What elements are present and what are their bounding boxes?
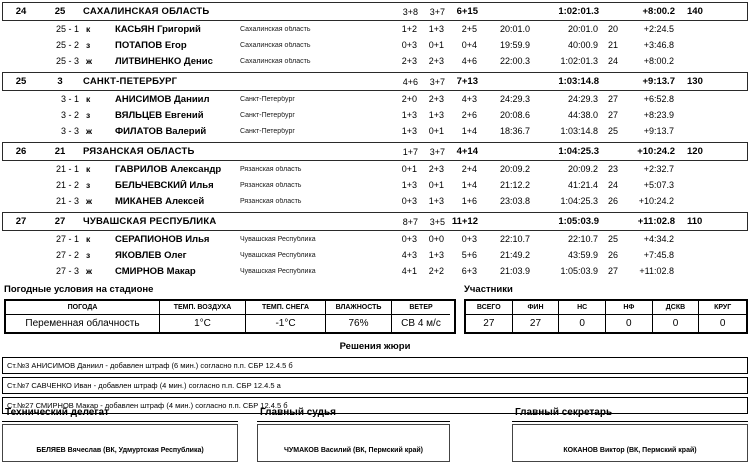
member-leg-letter: к <box>86 94 91 104</box>
signature-technical-delegate <box>2 406 238 462</box>
participants-value: 0 <box>719 318 726 329</box>
team-shooting-prone: 8+7 <box>402 216 418 227</box>
member-shooting-standing: 1+3 <box>428 24 444 34</box>
member-shooting-total: 0+4 <box>461 40 477 50</box>
member-shooting-prone: 0+3 <box>401 196 417 206</box>
team-total-time: 1:04:25.3 <box>558 146 599 157</box>
member-shooting-standing: 1+3 <box>428 196 444 206</box>
signature-name: КОКАНОВ Виктор (ВК, Пермский край) <box>563 447 697 454</box>
member-name: ЛИТВИНЕНКО Денис <box>115 55 213 67</box>
member-shooting-total: 1+4 <box>461 126 477 136</box>
member-name: ГАВРИЛОВ Александр <box>115 163 222 175</box>
team-row <box>2 2 748 21</box>
team-behind: +10:24.2 <box>637 146 675 157</box>
member-cumulative-time: 22:10.7 <box>567 234 598 244</box>
member-shooting-prone: 4+1 <box>401 266 417 276</box>
member-leg-letter: ж <box>86 56 93 66</box>
weather-value: -1°C <box>246 315 326 332</box>
member-region: Чувашская Республика <box>240 251 316 259</box>
member-rank: 23 <box>607 164 618 174</box>
member-shooting-total: 4+6 <box>461 56 477 66</box>
member-leg-letter: з <box>86 40 91 50</box>
member-behind: +11:02.8 <box>639 266 674 276</box>
weather-col-header: ВЕТЕР <box>392 301 450 315</box>
weather-col-header: ВЛАЖНОСТЬ <box>326 301 392 315</box>
member-rank: 20 <box>607 24 618 34</box>
member-region: Рязанская область <box>240 197 302 205</box>
member-row <box>2 193 748 209</box>
member-leg-time: 20:09.2 <box>499 164 530 174</box>
team-behind: +8:00.2 <box>642 6 675 17</box>
jury-title: Решения жюри <box>339 341 411 352</box>
member-bib-leg: 25 - 3 <box>55 56 79 66</box>
team-bib: 25 <box>54 6 66 17</box>
jury-decision: Ст.№3 АНИСИМОВ Даниил - добавлен штраф (6 мин.) согласно п.п. СБР 12.4.5 б <box>2 357 748 374</box>
member-rank: 27 <box>607 266 618 276</box>
team-name: ЧУВАШСКАЯ РЕСПУБЛИКА <box>83 216 217 227</box>
member-cumulative-time: 1:04:25.3 <box>560 196 598 206</box>
member-row <box>2 37 748 53</box>
member-bib-leg: 25 - 2 <box>55 40 79 50</box>
member-row <box>2 91 748 107</box>
member-behind: +9:13.7 <box>643 126 674 136</box>
member-shooting-total: 1+4 <box>461 180 477 190</box>
participants-col-header: НС <box>559 301 606 315</box>
member-leg-time: 19:59.9 <box>499 40 530 50</box>
member-shooting-prone: 1+3 <box>401 126 417 136</box>
participants-col-header: НФ <box>606 301 653 315</box>
signature-box <box>257 424 450 462</box>
team-shooting-total: 11+12 <box>451 216 478 227</box>
member-name: МИКАНЕВ Алексей <box>115 195 205 207</box>
member-behind: +3:46.8 <box>643 40 674 50</box>
member-behind: +2:24.5 <box>643 24 674 34</box>
member-behind: +8:23.9 <box>643 110 674 120</box>
member-shooting-standing: 0+1 <box>428 180 444 190</box>
weather-col-header: ПОГОДА <box>6 301 160 315</box>
member-behind: +5:07.3 <box>643 180 674 190</box>
member-cumulative-time: 1:02:01.3 <box>560 56 598 66</box>
team-block <box>2 212 748 279</box>
member-region: Сахалинская область <box>240 41 311 49</box>
member-name: СЕРАПИОНОВ Илья <box>115 233 210 245</box>
member-leg-time: 22:00.3 <box>499 56 530 66</box>
member-leg-time: 18:36.7 <box>499 126 530 136</box>
member-shooting-standing: 0+1 <box>428 40 444 50</box>
member-shooting-standing: 1+3 <box>428 110 444 120</box>
member-row <box>2 231 748 247</box>
member-behind: +2:32.7 <box>643 164 674 174</box>
signature-chief-secretary <box>512 406 748 462</box>
member-leg-time: 21:12.2 <box>499 180 530 190</box>
signature-title: Главный секретарь <box>512 406 748 422</box>
member-row <box>2 123 748 139</box>
participants-col-header: ВСЕГО <box>466 301 513 315</box>
participants-col-header: ФИН <box>513 301 560 315</box>
member-shooting-standing: 2+3 <box>428 56 444 66</box>
jury-section <box>2 341 748 414</box>
member-row <box>2 53 748 69</box>
results-table <box>2 2 748 279</box>
team-rank: 27 <box>15 216 27 227</box>
member-row <box>2 263 748 279</box>
member-cumulative-time: 24:29.3 <box>567 94 598 104</box>
team-row <box>2 142 748 161</box>
team-shooting-standing: 3+7 <box>429 6 445 17</box>
participants-title: Участники <box>464 284 513 295</box>
signatures-section <box>2 406 748 462</box>
participants-value: 27 <box>466 315 513 332</box>
team-total-time: 1:02:01.3 <box>558 6 599 17</box>
member-shooting-standing: 1+3 <box>428 250 444 260</box>
member-bib-leg: 3 - 2 <box>60 110 79 120</box>
member-behind: +8:00.2 <box>643 56 674 66</box>
team-shooting-total: 4+14 <box>456 146 478 157</box>
team-name: САНКТ-ПЕТЕРБУРГ <box>83 76 178 87</box>
team-shooting-prone: 1+7 <box>402 146 418 157</box>
member-region: Рязанская область <box>240 165 302 173</box>
participants-value: 0 <box>606 315 653 332</box>
member-leg-letter: к <box>86 164 91 174</box>
member-cumulative-time: 41:21.4 <box>567 180 598 190</box>
member-behind: +10:24.2 <box>638 196 674 206</box>
member-bib-leg: 3 - 3 <box>60 126 79 136</box>
member-name: ВЯЛЬЦЕВ Евгений <box>115 109 204 121</box>
team-rank: 25 <box>15 76 27 87</box>
signature-title: Главный судья <box>257 406 450 422</box>
team-shooting-prone: 3+8 <box>402 6 418 17</box>
member-shooting-total: 2+4 <box>461 164 477 174</box>
signature-name: ЧУМАКОВ Василий (ВК, Пермский край) <box>283 447 423 454</box>
participants-value: 27 <box>513 315 560 332</box>
member-cumulative-time: 20:01.0 <box>567 24 598 34</box>
team-block <box>2 2 748 69</box>
member-row <box>2 161 748 177</box>
team-score: 140 <box>687 6 703 17</box>
member-rank: 24 <box>607 56 618 66</box>
team-shooting-standing: 3+7 <box>429 76 445 87</box>
team-shooting-total: 7+13 <box>456 76 478 87</box>
team-bib: 21 <box>54 146 66 157</box>
member-behind: +7:45.8 <box>643 250 674 260</box>
team-score: 130 <box>687 76 703 87</box>
member-leg-time: 22:10.7 <box>499 234 530 244</box>
member-leg-time: 23:03.8 <box>499 196 530 206</box>
participants-col-header: КРУГ <box>699 301 746 315</box>
member-bib-leg: 21 - 1 <box>55 164 79 174</box>
team-bib: 3 <box>57 76 63 87</box>
team-shooting-prone: 4+6 <box>402 76 418 87</box>
member-shooting-prone: 2+0 <box>401 94 417 104</box>
team-name: РЯЗАНСКАЯ ОБЛАСТЬ <box>83 146 195 157</box>
member-row <box>2 21 748 37</box>
member-shooting-prone: 1+3 <box>401 180 417 190</box>
member-cumulative-time: 20:09.2 <box>567 164 598 174</box>
member-shooting-prone: 0+3 <box>401 40 417 50</box>
member-name: ФИЛАТОВ Валерий <box>115 125 207 137</box>
participants-value: 0 <box>653 315 700 332</box>
member-shooting-total: 0+3 <box>461 234 477 244</box>
weather-col-header: ТЕМП. СНЕГА <box>246 301 326 315</box>
member-leg-letter: ж <box>86 266 93 276</box>
member-region: Сахалинская область <box>240 25 311 33</box>
member-bib-leg: 27 - 3 <box>55 266 79 276</box>
member-shooting-prone: 1+3 <box>401 110 417 120</box>
member-leg-time: 21:03.9 <box>499 266 530 276</box>
jury-decision: Ст.№7 САВЧЕНКО Иван - добавлен штраф (4 мин.) согласно п.п. СБР 12.4.5 а <box>2 377 748 394</box>
signature-title: Технический делегат <box>2 406 238 422</box>
member-bib-leg: 3 - 1 <box>60 94 79 104</box>
member-shooting-prone: 2+3 <box>401 56 417 66</box>
member-leg-letter: ж <box>86 126 93 136</box>
member-cumulative-time: 1:03:14.8 <box>560 126 598 136</box>
member-name: БЕЛЬЧЕВСКИЙ Илья <box>115 179 214 191</box>
member-region: Санкт-Петербург <box>240 111 295 119</box>
weather-col-header: ТЕМП. ВОЗДУХА <box>160 301 246 315</box>
team-behind: +11:02.8 <box>637 216 675 227</box>
member-rank: 24 <box>607 180 618 190</box>
member-shooting-standing: 0+1 <box>428 126 444 136</box>
weather-section <box>4 284 456 334</box>
member-rank: 26 <box>607 196 618 206</box>
weather-table <box>4 299 456 334</box>
member-behind: +4:34.2 <box>643 234 674 244</box>
member-region: Сахалинская область <box>240 57 311 65</box>
signature-box <box>2 424 238 462</box>
member-shooting-total: 2+6 <box>461 110 477 120</box>
member-rank: 26 <box>607 250 618 260</box>
member-cumulative-time: 44:38.0 <box>567 110 598 120</box>
signature-box <box>512 424 748 462</box>
team-row <box>2 72 748 91</box>
member-name: АНИСИМОВ Даниил <box>115 93 210 105</box>
member-shooting-prone: 0+1 <box>401 164 417 174</box>
member-leg-letter: з <box>86 180 91 190</box>
team-row <box>2 212 748 231</box>
member-rank: 25 <box>607 126 618 136</box>
member-shooting-prone: 0+3 <box>401 234 417 244</box>
member-rank: 27 <box>607 110 618 120</box>
member-shooting-prone: 1+2 <box>401 24 417 34</box>
member-shooting-standing: 0+0 <box>428 234 444 244</box>
participants-table <box>464 299 748 334</box>
member-region: Санкт-Петербург <box>240 127 295 135</box>
team-block <box>2 72 748 139</box>
member-cumulative-time: 43:59.9 <box>567 250 598 260</box>
member-leg-letter: з <box>86 250 91 260</box>
member-cumulative-time: 1:05:03.9 <box>560 266 598 276</box>
signature-chief-judge <box>257 406 450 462</box>
participants-value: 0 <box>559 315 606 332</box>
team-shooting-standing: 3+5 <box>429 216 445 227</box>
weather-title: Погодные условия на стадионе <box>4 284 154 295</box>
member-leg-time: 20:08.6 <box>499 110 530 120</box>
team-score: 120 <box>687 146 703 157</box>
member-shooting-total: 1+6 <box>461 196 477 206</box>
member-leg-letter: к <box>86 234 91 244</box>
participants-section <box>464 284 748 334</box>
member-name: КАСЬЯН Григорий <box>115 23 201 35</box>
member-row <box>2 107 748 123</box>
member-rank: 21 <box>607 40 618 50</box>
member-shooting-standing: 2+2 <box>428 266 444 276</box>
member-bib-leg: 21 - 2 <box>55 180 79 190</box>
member-leg-time: 24:29.3 <box>499 94 530 104</box>
member-shooting-standing: 2+3 <box>428 94 444 104</box>
member-shooting-total: 4+3 <box>461 94 477 104</box>
member-leg-time: 20:01.0 <box>499 24 530 34</box>
team-shooting-standing: 3+7 <box>429 146 445 157</box>
member-region: Рязанская область <box>240 181 302 189</box>
weather-value: 76% <box>326 315 392 332</box>
member-name: ПОТАПОВ Егор <box>115 39 187 51</box>
member-bib-leg: 21 - 3 <box>55 196 79 206</box>
member-region: Чувашская Республика <box>240 235 316 243</box>
member-behind: +6:52.8 <box>643 94 674 104</box>
member-rank: 25 <box>607 234 618 244</box>
member-leg-letter: з <box>86 110 91 120</box>
member-rank: 27 <box>607 94 618 104</box>
member-name: ЯКОВЛЕВ Олег <box>115 249 187 261</box>
member-bib-leg: 25 - 1 <box>55 24 79 34</box>
member-shooting-total: 6+3 <box>461 266 477 276</box>
member-name: СМИРНОВ Макар <box>115 265 196 277</box>
member-shooting-total: 5+6 <box>461 250 477 260</box>
member-region: Санкт-Петербург <box>240 95 295 103</box>
team-total-time: 1:03:14.8 <box>558 76 599 87</box>
member-row <box>2 247 748 263</box>
signature-name: БЕЛЯЕВ Вячеслав (ВК, Удмуртская Республика) <box>36 447 204 454</box>
weather-value: Переменная облачность <box>6 315 160 332</box>
team-behind: +9:13.7 <box>642 76 675 87</box>
team-score: 110 <box>687 216 703 227</box>
member-leg-letter: ж <box>86 196 93 206</box>
member-bib-leg: 27 - 1 <box>55 234 79 244</box>
member-shooting-standing: 2+3 <box>428 164 444 174</box>
jury-decision: Ст.№27 СМИРНОВ Макар - добавлен штраф (4 мин.) согласно п.п. СБР 12.4.5 б <box>2 397 748 414</box>
member-cumulative-time: 40:00.9 <box>567 40 598 50</box>
team-rank: 26 <box>15 146 27 157</box>
member-shooting-total: 2+5 <box>461 24 477 34</box>
team-name: САХАЛИНСКАЯ ОБЛАСТЬ <box>83 6 210 17</box>
member-bib-leg: 27 - 2 <box>55 250 79 260</box>
member-shooting-prone: 4+3 <box>401 250 417 260</box>
participants-col-header: ДСКВ <box>653 301 700 315</box>
weather-value: СВ 4 м/с <box>401 318 441 329</box>
member-leg-letter: к <box>86 24 91 34</box>
member-row <box>2 177 748 193</box>
team-rank: 24 <box>15 6 27 17</box>
team-total-time: 1:05:03.9 <box>558 216 599 227</box>
team-shooting-total: 6+15 <box>456 6 478 17</box>
member-region: Чувашская Республика <box>240 267 316 275</box>
weather-value: 1°C <box>160 315 246 332</box>
team-block <box>2 142 748 209</box>
member-leg-time: 21:49.2 <box>499 250 530 260</box>
team-bib: 27 <box>54 216 66 227</box>
info-section <box>4 284 748 334</box>
